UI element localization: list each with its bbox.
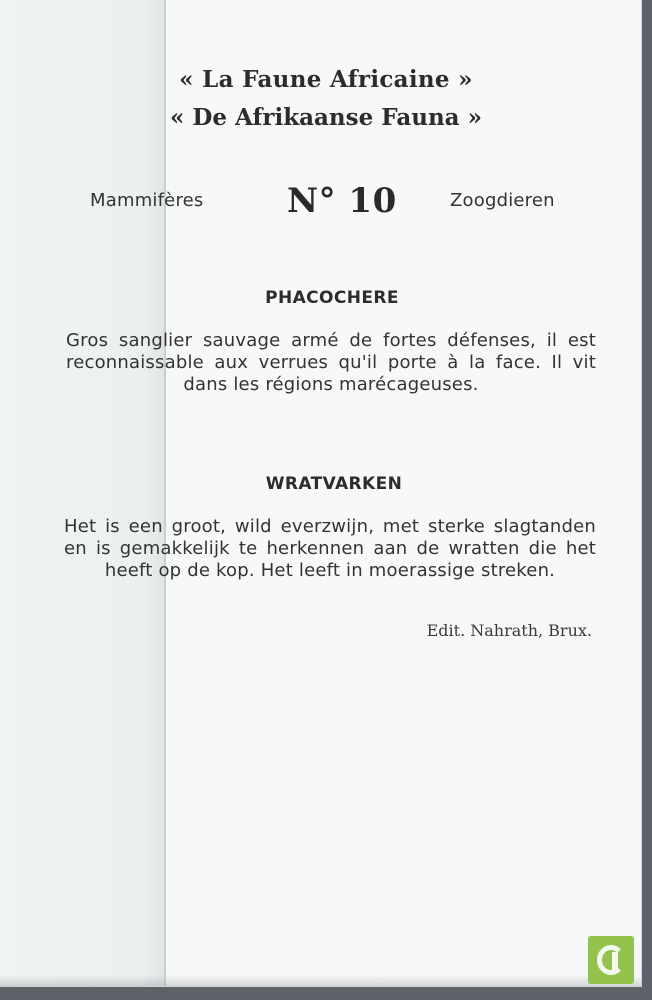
description-french: Gros sanglier sauvage armé de fortes défenses, il est reconnaissable aux verrues qu'il porte à la face. Il vit dans les régions marécageuses. <box>66 330 596 395</box>
series-title-french: « La Faune Africaine » <box>179 66 473 93</box>
card-bottom-edge <box>0 975 641 986</box>
card-number: N° 10 <box>287 181 397 221</box>
category-french: Mammifères <box>90 190 204 211</box>
collector-site-logo-icon <box>588 936 634 984</box>
category-dutch: Zoogdieren <box>450 190 555 211</box>
description-dutch: Het is een groot, wild everzwijn, met sterke slagtanden en is gemakkelijk te herkennen aan de wratten die het heeft op de kop. Het leeft in moerassige streken. <box>64 516 596 581</box>
animal-name-dutch: WRATVARKEN <box>265 474 403 494</box>
series-title-dutch: « De Afrikaanse Fauna » <box>170 104 482 131</box>
publisher-credit: Edit. Nahrath, Brux. <box>426 621 592 640</box>
animal-name-french: PHACOCHERE <box>265 288 399 308</box>
